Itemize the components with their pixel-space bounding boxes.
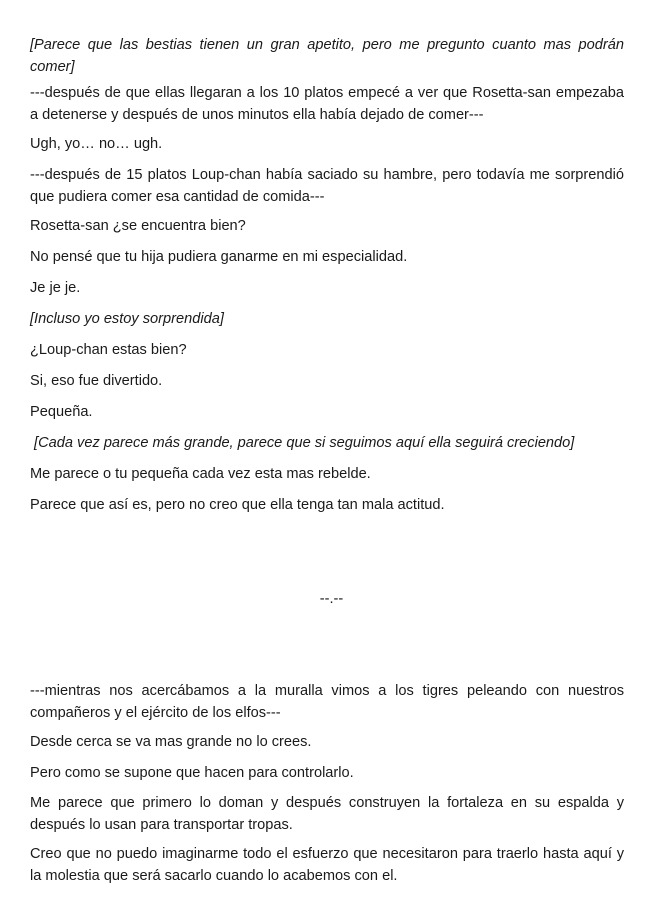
paragraph-19: Creo que no puedo imaginarme todo el esfuerzo que necesitaron para traerlo hasta aquí y la molestia que será sacarlo cuando lo acabemos con el. bbox=[30, 846, 624, 884]
paragraph-1: [Parece que las bestias tienen un gran apetito, pero me pregunto cuanto mas podrán comer] bbox=[30, 37, 624, 75]
paragraph-7: Je je je. bbox=[30, 280, 81, 296]
paragraph-12: [Cada vez parece más grande, parece que si seguimos aquí ella seguirá creciendo] bbox=[30, 435, 575, 451]
paragraph-3: Ugh, yo… no… ugh. bbox=[30, 136, 163, 152]
paragraph-6: No pensé que tu hija pudiera ganarme en mi especialidad. bbox=[30, 249, 408, 265]
paragraph-5: Rosetta-san ¿se encuentra bien? bbox=[30, 218, 246, 234]
section-separator: --.-- bbox=[319, 591, 344, 607]
paragraph-4: ---después de 15 platos Loup-chan había saciado su hambre, pero todavía me sorprendió que pudiera comer esa cantidad de comida--- bbox=[30, 167, 624, 205]
paragraph-8: [Incluso yo estoy sorprendida] bbox=[30, 311, 224, 327]
paragraph-11: Pequeña. bbox=[30, 404, 93, 420]
paragraph-14: Parece que así es, pero no creo que ella tenga tan mala actitud. bbox=[30, 497, 445, 513]
paragraph-2: ---después de que ellas llegaran a los 10 platos empecé a ver que Rosetta-san empezaba a detenerse y después de unos minutos ella había dejado de comer--- bbox=[30, 85, 624, 123]
paragraph-18: Me parece que primero lo doman y después construyen la fortaleza en su espalda y después lo usan para transportar tropas. bbox=[30, 795, 624, 833]
paragraph-16: Desde cerca se va mas grande no lo crees. bbox=[30, 734, 312, 750]
paragraph-10: Si, eso fue divertido. bbox=[30, 373, 163, 389]
paragraph-13: Me parece o tu pequeña cada vez esta mas rebelde. bbox=[30, 466, 371, 482]
paragraph-9: ¿Loup-chan estas bien? bbox=[30, 342, 187, 358]
paragraph-17: Pero como se supone que hacen para controlarlo. bbox=[30, 765, 354, 781]
paragraph-15: ---mientras nos acercábamos a la muralla vimos a los tigres peleando con nuestros compañeros y el ejército de los elfos--- bbox=[30, 683, 624, 721]
